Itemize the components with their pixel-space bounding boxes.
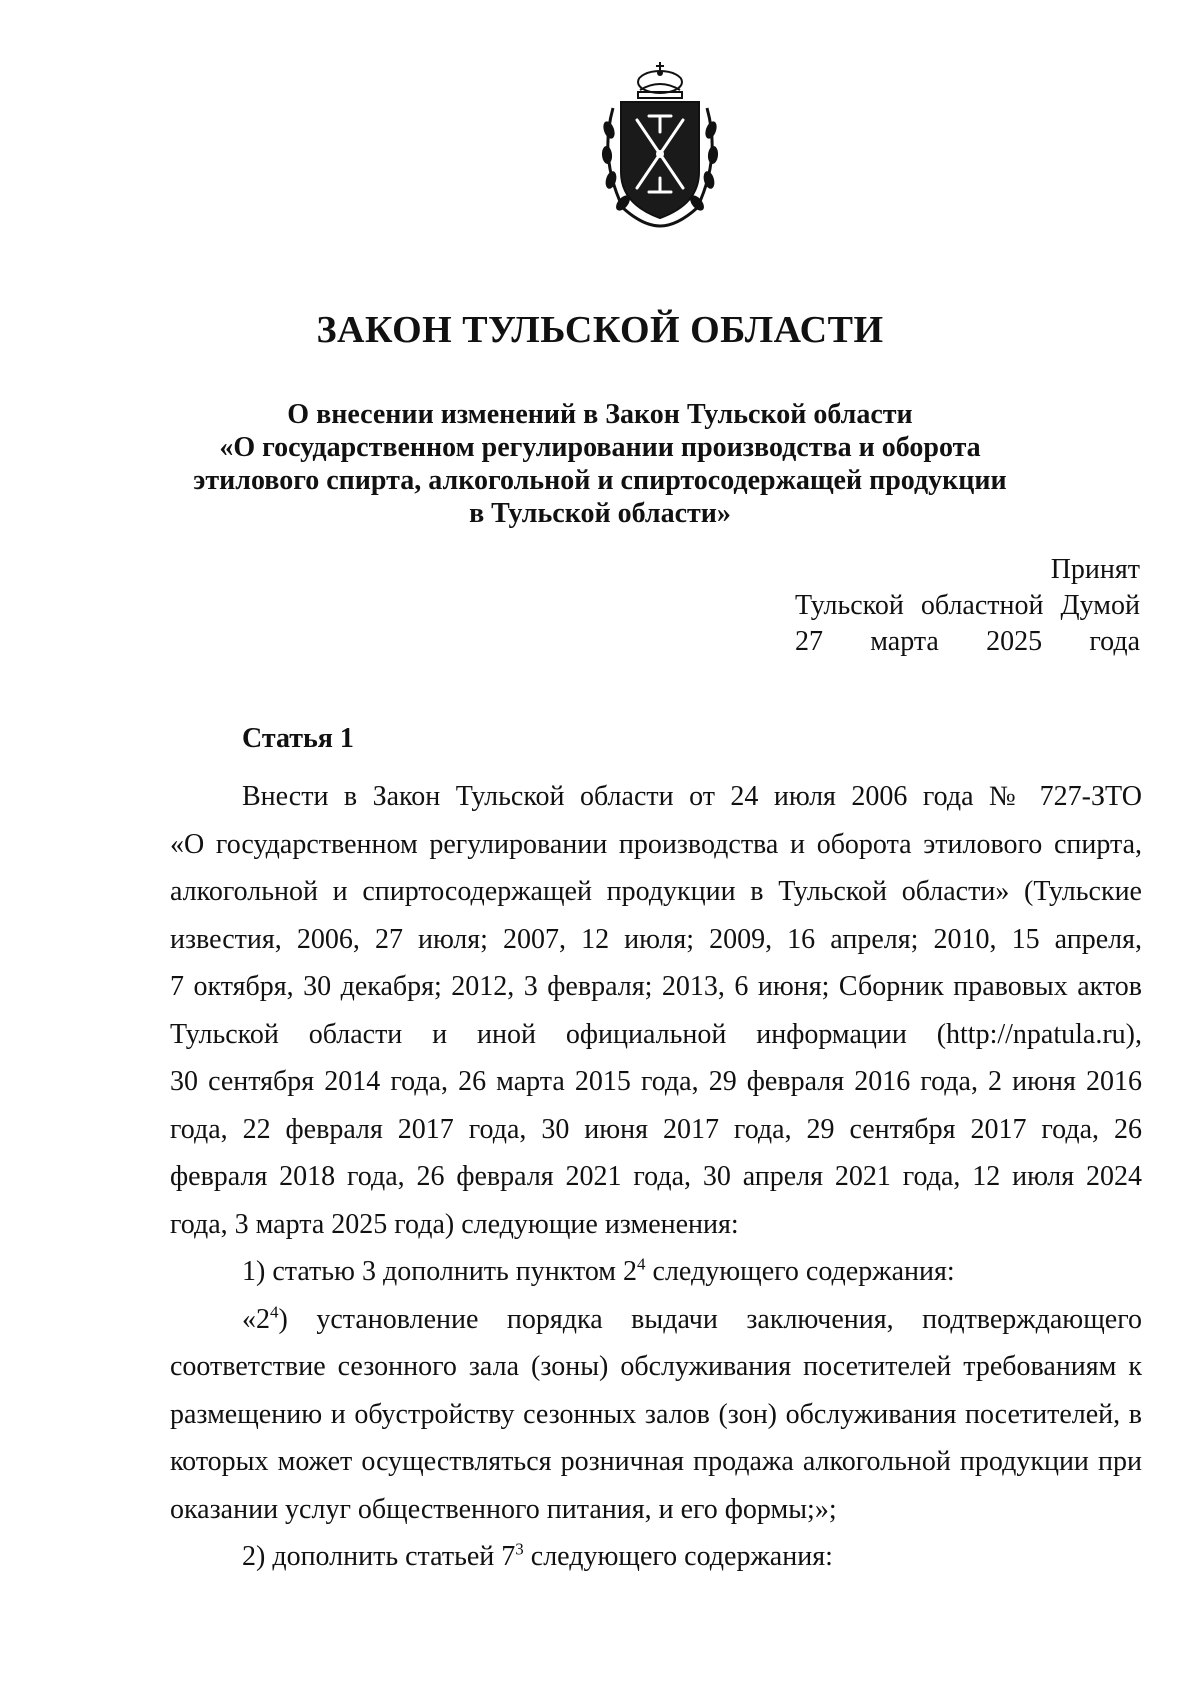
list-item-text: 2) дополнить статьей 7 — [242, 1541, 516, 1572]
paragraph-line: алкогольной и спиртосодержащей продукции в Тульской области» (Тульские — [170, 876, 1142, 907]
adopted-body-word: областной — [920, 590, 1044, 621]
list-item-text: 1) статью 3 дополнить пунктом 2 — [242, 1256, 638, 1287]
adopted-year: 2025 — [986, 626, 1043, 657]
paragraph-1 — [170, 773, 1142, 1248]
paragraph-line: известия, 2006, 27 июля; 2007, 12 июля; 2009, 16 апреля; 2010, 15 апреля, — [170, 923, 1142, 955]
quote-line: соответствие сезонного зала (зоны) обслуживания посетителей требованиям к — [170, 1351, 1142, 1382]
adopted-year-word: года — [1089, 626, 1140, 657]
quote-open: «2 — [242, 1303, 270, 1335]
adopted-label: Принят — [1050, 554, 1140, 585]
quote-line: оказании услуг общественного питания, и его формы;»; — [170, 1493, 837, 1525]
list-item-1 — [170, 1248, 1142, 1296]
paragraph-line: года, 22 февраля 2017 года, 30 июня 2017 года, 29 сентября 2017 года, 26 — [170, 1113, 1142, 1145]
superscript: 3 — [515, 1539, 524, 1559]
superscript: 4 — [270, 1302, 279, 1322]
quote-line: которых может осуществляться розничная продажа алкогольной продукции при — [170, 1446, 1142, 1477]
coat-of-arms-emblem — [591, 60, 729, 230]
superscript: 4 — [637, 1254, 646, 1274]
adopted-date — [795, 624, 1140, 660]
paragraph-line: февраля 2018 года, 26 февраля 2021 года, 30 апреля 2021 года, 12 июля 2024 — [170, 1161, 1142, 1192]
list-item-line — [170, 1533, 1142, 1581]
paragraph-line: года, 3 марта 2025 года) следующие изменения: — [170, 1208, 739, 1240]
subtitle-line: О внесении изменений в Закон Тульской области — [287, 399, 913, 430]
list-item-line — [170, 1248, 1142, 1296]
quote-line: размещению и обустройству сезонных залов (зон) обслуживания посетителей, в — [170, 1398, 1142, 1430]
subtitle-line: «О государственном регулировании производства и оборота — [219, 432, 981, 463]
paragraph-line: 7 октября, 30 декабря; 2012, 3 февраля; 2013, 6 июня; Сборник правовых актов — [170, 971, 1142, 1002]
subtitle-line: в Тульской области» — [469, 498, 731, 529]
list-item-text: следующего содержания: — [645, 1256, 955, 1287]
adopted-body — [795, 588, 1140, 624]
quoted-amendment — [170, 1296, 1142, 1534]
list-item-text: следующего содержания: — [523, 1541, 833, 1572]
adopted-body-word: Тульской — [795, 590, 904, 621]
article-body — [170, 773, 1142, 1581]
list-item-2 — [170, 1533, 1142, 1581]
adopted-body-word: Думой — [1060, 590, 1140, 621]
adopted-day: 27 — [795, 626, 823, 657]
adoption-block — [795, 552, 1140, 660]
paragraph-line: Внести в Закон Тульской области от 24 июля 2006 года № 727-ЗТО — [242, 781, 1142, 812]
quote-text: ) установление порядка выдачи заключения, подтверждающего — [278, 1303, 1142, 1335]
article-heading: Статья 1 — [242, 723, 354, 754]
quote-line — [170, 1296, 1142, 1344]
subtitle-line: этилового спирта, алкогольной и спиртосодержащей продукции — [193, 465, 1007, 496]
paragraph-line: 30 сентября 2014 года, 26 марта 2015 года, 29 февраля 2016 года, 2 июня 2016 — [170, 1066, 1142, 1097]
paragraph-line: Тульской области и иной официальной информации (http://npatula.ru), — [170, 1018, 1142, 1050]
document-title: ЗАКОН ТУЛЬСКОЙ ОБЛАСТИ — [316, 309, 884, 351]
adopted-month: марта — [870, 626, 939, 657]
document-subtitle — [150, 398, 1050, 530]
paragraph-line: «О государственном регулировании производства и оборота этилового спирта, — [170, 828, 1142, 860]
